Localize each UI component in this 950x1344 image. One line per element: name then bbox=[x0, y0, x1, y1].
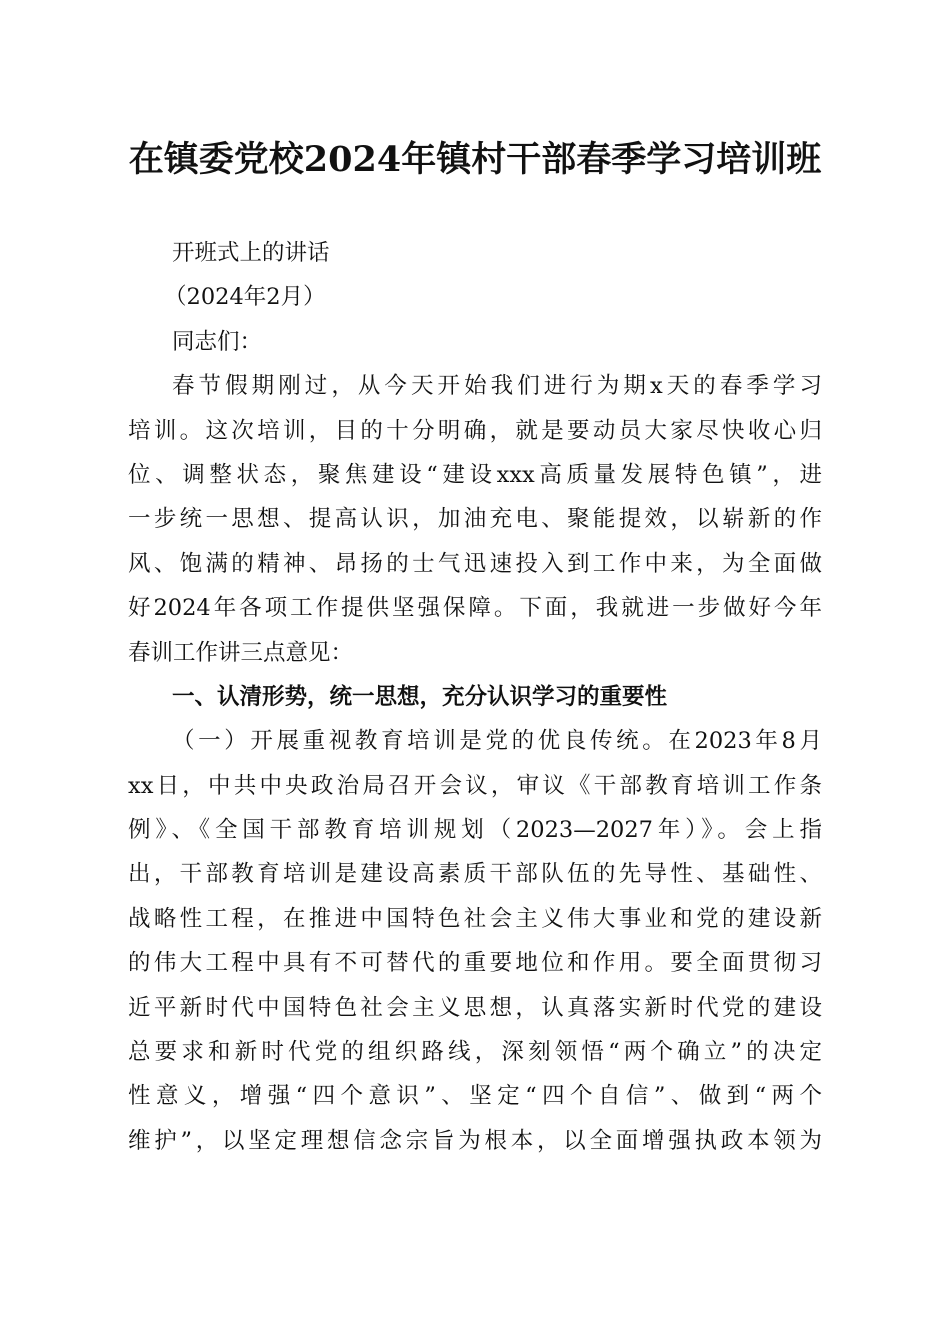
paragraph-line: 性意义，增强“四个意识”、坚定“四个自信”、做到“两个 bbox=[128, 1083, 822, 1110]
paragraph-line: 例》、《全国干部教育培训规划（2023—2027年）》。会上指 bbox=[128, 817, 822, 844]
paragraph-line: 位、调整状态，聚焦建设“建设xxx高质量发展特色镇”，进 bbox=[128, 461, 822, 488]
subtitle: 开班式上的讲话 bbox=[172, 240, 330, 266]
paragraph-line: xx日，中共中央政治局召开会议，审议《干部教育培训工作条 bbox=[128, 772, 822, 799]
paragraph-line: 总要求和新时代党的组织路线，深刻领悟“两个确立”的决定 bbox=[128, 1039, 822, 1066]
paragraph-line: 风、饱满的精神、昂扬的士气迅速投入到工作中来，为全面做 bbox=[128, 550, 822, 577]
paragraph-2 bbox=[128, 719, 822, 1163]
salutation: 同志们： bbox=[172, 328, 263, 355]
document-body bbox=[128, 231, 822, 1163]
paragraph-line: 维护”，以坚定理想信念宗旨为根本，以全面增强执政本领为 bbox=[128, 1127, 822, 1154]
date-line: （2024年2月） bbox=[164, 284, 326, 311]
paragraph-line: 春训工作讲三点意见： bbox=[128, 639, 354, 666]
paragraph-line: 春节假期刚过，从今天开始我们进行为期x天的春季学习 bbox=[172, 373, 822, 400]
paragraph-1 bbox=[128, 364, 822, 675]
paragraph-line: 近平新时代中国特色社会主义思想，认真落实新时代党的建设 bbox=[128, 994, 822, 1021]
document-title: 在镇委党校2024年镇村干部春季学习培训班 bbox=[128, 139, 822, 180]
paragraph-line: 好2024年各项工作提供坚强保障。下面，我就进一步做好今年 bbox=[128, 595, 822, 622]
section-heading: 一、认清形势，统一思想，充分认识学习的重要性 bbox=[172, 683, 668, 710]
paragraph-line: 的伟大工程中具有不可替代的重要地位和作用。要全面贯彻习 bbox=[128, 950, 822, 977]
paragraph-line: 战略性工程，在推进中国特色社会主义伟大事业和党的建设新 bbox=[128, 905, 822, 932]
paragraph-line: 培训。这次培训，目的十分明确，就是要动员大家尽快收心归 bbox=[128, 417, 822, 444]
paragraph-line: （一）开展重视教育培训是党的优良传统。在2023年8月 bbox=[172, 728, 822, 755]
paragraph-line: 一步统一思想、提高认识，加油充电、聚能提效，以崭新的作 bbox=[128, 506, 822, 533]
paragraph-line: 出，干部教育培训是建设高素质干部队伍的先导性、基础性、 bbox=[128, 861, 822, 888]
